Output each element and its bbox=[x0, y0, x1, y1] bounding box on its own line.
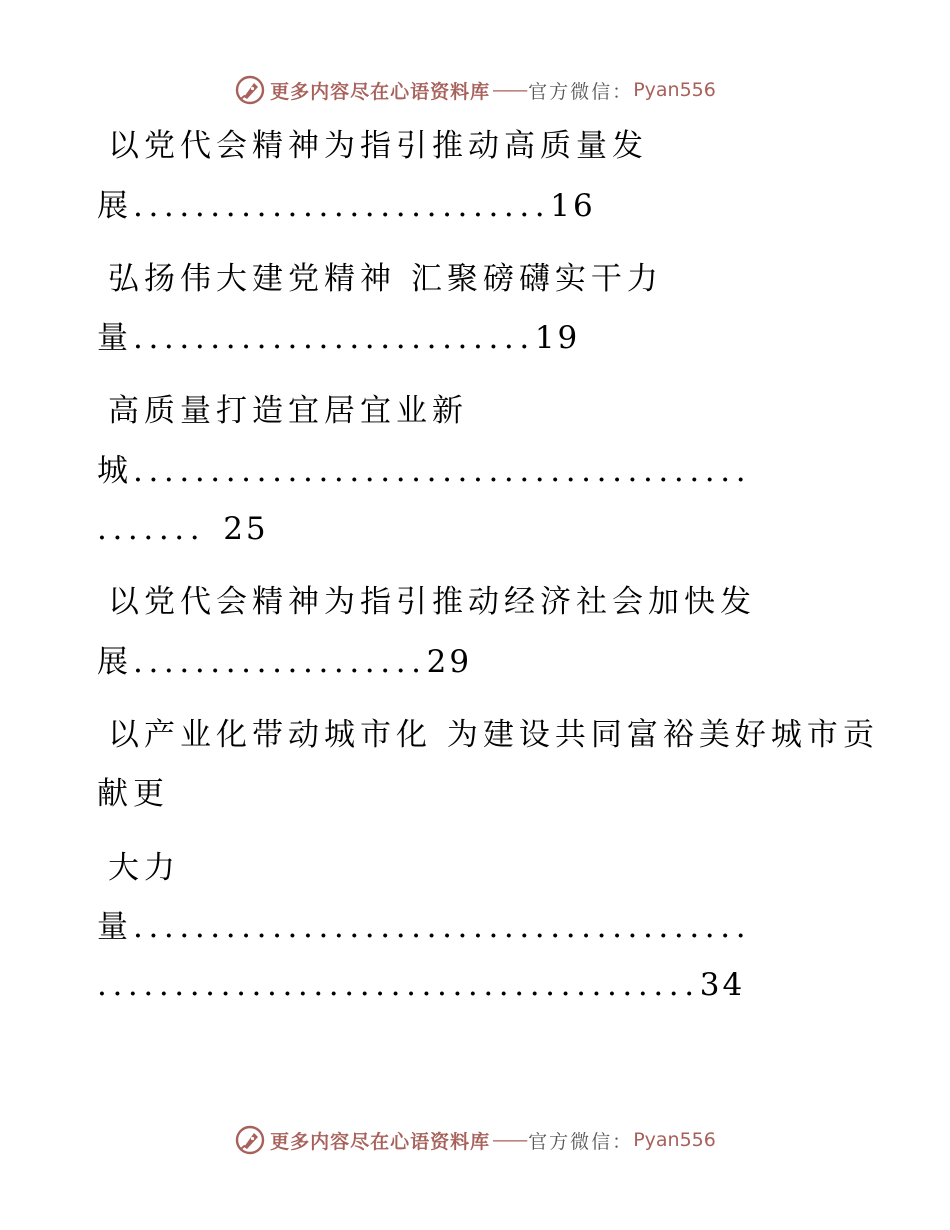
watermark-banner-top bbox=[0, 70, 950, 110]
toc-entry-5-title-cont[interactable] bbox=[97, 774, 169, 814]
toc-dot-leader: ........................................ bbox=[133, 453, 752, 489]
pen-nib-icon bbox=[234, 1124, 266, 1156]
watermark-official-label: 官方微信： bbox=[528, 80, 634, 103]
toc-dot-leader: ....... bbox=[97, 511, 206, 547]
toc-entry-2-leader[interactable] bbox=[97, 318, 580, 358]
watermark-brand: 更多内容尽在心语资料库 bbox=[270, 80, 491, 103]
watermark-brand: 更多内容尽在心语资料库 bbox=[270, 1130, 491, 1153]
toc-entry-title-text: 以产业化带动城市化 为建设共同富裕美好城市贡 bbox=[108, 717, 879, 753]
toc-entry-1-title[interactable] bbox=[108, 126, 648, 166]
toc-entry-lead-char: 城 bbox=[97, 453, 133, 489]
toc-entry-2-title[interactable] bbox=[108, 259, 663, 299]
toc-dot-leader: ........................... bbox=[133, 188, 551, 224]
toc-page-number: 29 bbox=[426, 644, 473, 680]
toc-entry-title-text: 弘扬伟大建党精神 汇聚磅礴实干力 bbox=[108, 261, 663, 297]
toc-entry-title-text: 高质量打造宜居宜业新 bbox=[108, 393, 468, 429]
toc-entry-4-leader[interactable] bbox=[97, 642, 472, 682]
toc-page-number: 34 bbox=[699, 967, 746, 1003]
watermark-separator: —— bbox=[492, 1129, 527, 1151]
toc-entry-lead-char: 量 bbox=[97, 909, 133, 945]
toc-entry-title-text: 大力 bbox=[108, 850, 180, 886]
watermark-separator: —— bbox=[492, 79, 527, 101]
toc-dot-leader: ........................................ bbox=[133, 909, 752, 945]
toc-page-number: 19 bbox=[534, 320, 581, 356]
toc-dot-leader: ................... bbox=[133, 644, 427, 680]
toc-entry-3-leader-cont[interactable] bbox=[97, 509, 269, 549]
toc-entry-title-text: 以党代会精神为指引推动高质量发 bbox=[108, 128, 648, 164]
watermark-official-label: 官方微信： bbox=[528, 1130, 634, 1153]
toc-entry-lead-char: 展 bbox=[97, 188, 133, 224]
toc-dot-leader: .......................... bbox=[133, 320, 535, 356]
toc-page-number: 25 bbox=[223, 511, 269, 547]
toc-entry-3-leader[interactable] bbox=[97, 451, 751, 491]
toc-entry-5-leader-cont[interactable] bbox=[97, 965, 745, 1005]
watermark-wechat-id: Pyan556 bbox=[633, 79, 716, 101]
toc-entry-title-text: 以党代会精神为指引推动经济社会加快发 bbox=[108, 584, 756, 620]
watermark-wechat-id: Pyan556 bbox=[633, 1129, 716, 1151]
toc-entry-5-title[interactable] bbox=[108, 715, 879, 755]
toc-dot-leader: ....................................... bbox=[97, 967, 700, 1003]
toc-entry-5-leader[interactable] bbox=[97, 907, 751, 947]
pen-nib-icon bbox=[234, 74, 266, 106]
toc-entry-lead-char: 展 bbox=[97, 644, 133, 680]
toc-entry-3-title[interactable] bbox=[108, 391, 468, 431]
toc-entry-title-text: 献更 bbox=[97, 776, 169, 812]
toc-entry-5-title-cont2[interactable] bbox=[108, 848, 180, 888]
watermark-banner-bottom bbox=[0, 1120, 950, 1160]
toc-entry-4-title[interactable] bbox=[108, 582, 756, 622]
toc-entry-1-leader[interactable] bbox=[97, 186, 596, 226]
toc-entry-lead-char: 量 bbox=[97, 320, 133, 356]
toc-page-number: 16 bbox=[550, 188, 596, 224]
